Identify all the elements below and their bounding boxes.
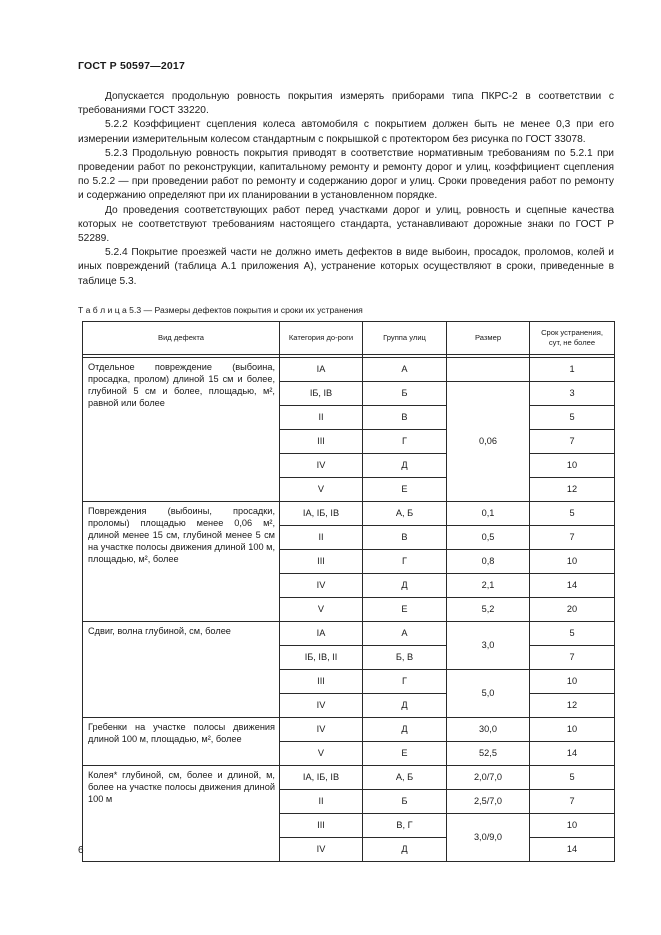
cell-term: 10	[530, 718, 615, 742]
defects-table	[82, 321, 615, 862]
table-caption: Т а б л и ц а 5.3 — Размеры дефектов покрытия и сроки их устранения	[78, 305, 363, 315]
cell-road-category: IA	[280, 622, 363, 646]
document-header: ГОСТ Р 50597—2017	[78, 60, 186, 72]
cell-street-group: Д	[363, 718, 447, 742]
cell-street-group: Г	[363, 550, 447, 574]
cell-street-group: Д	[363, 838, 447, 862]
cell-size: 3,0	[447, 622, 530, 670]
cell-street-group: В	[363, 406, 447, 430]
cell-street-group: В	[363, 526, 447, 550]
cell-street-group: А, Б	[363, 766, 447, 790]
cell-term: 3	[530, 382, 615, 406]
column-header-term: Срок устранения, сут, не более	[530, 322, 615, 355]
page-number: 6	[78, 845, 84, 856]
cell-size: 0,5	[447, 526, 530, 550]
table-row	[83, 622, 615, 646]
cell-street-group: А, Б	[363, 502, 447, 526]
cell-term: 14	[530, 742, 615, 766]
cell-size: 5,0	[447, 670, 530, 718]
cell-road-category: IБ, IB, II	[280, 646, 363, 670]
table-body	[83, 358, 615, 862]
paragraph: 5.2.3 Продольную ровность покрытия приводят в соответствие нормативным требованиям по 5.2.1 при проведении работ по реконструкции, капитальному ремонту и ремонту дорог и улиц, коэффициент сцепления по 5.2.2 — при проведении работ по ремонту и содержанию дорог и улиц. Сроки проведения работ по ремонту и содержанию определяют при их планировании в установленном порядке.	[78, 147, 614, 202]
cell-term: 7	[530, 526, 615, 550]
cell-term: 20	[530, 598, 615, 622]
cell-defect-type: Сдвиг, волна глубиной, см, более	[83, 622, 280, 718]
cell-road-category: IA	[280, 358, 363, 382]
cell-road-category: IV	[280, 574, 363, 598]
cell-term: 1	[530, 358, 615, 382]
cell-term: 5	[530, 406, 615, 430]
cell-size: 0,8	[447, 550, 530, 574]
cell-street-group: Г	[363, 430, 447, 454]
cell-road-category: V	[280, 742, 363, 766]
cell-road-category: IV	[280, 838, 363, 862]
body-text	[78, 90, 614, 289]
cell-street-group: Е	[363, 478, 447, 502]
cell-road-category: IV	[280, 454, 363, 478]
cell-size: 5,2	[447, 598, 530, 622]
cell-road-category: IA, IБ, IB	[280, 766, 363, 790]
table-row	[83, 718, 615, 742]
cell-size: 2,5/7,0	[447, 790, 530, 814]
cell-road-category: III	[280, 550, 363, 574]
cell-street-group: А	[363, 622, 447, 646]
column-header-street-group: Группа улиц	[363, 322, 447, 355]
paragraph: 5.2.2 Коэффициент сцепления колеса автомобиля с покрытием должен быть не менее 0,3 при его измерении измерительным колесом стандартным с покрышкой с протектором без рисунка по ГОСТ 33078.	[78, 119, 614, 145]
paragraph: 5.2.4 Покрытие проезжей части не должно иметь дефектов в виде выбоин, просадок, проломов, колей и иных повреждений (таблица А.1 приложения А), устранение которых осуществляют в сроки, приведенные в таблице 5.3.	[78, 247, 614, 287]
cell-street-group: Д	[363, 574, 447, 598]
column-header-category: Категория до-роги	[280, 322, 363, 355]
cell-size: 52,5	[447, 742, 530, 766]
column-header-defect: Вид дефекта	[83, 322, 280, 355]
cell-street-group: Г	[363, 670, 447, 694]
cell-road-category: IA, IБ, IB	[280, 502, 363, 526]
cell-street-group: Е	[363, 742, 447, 766]
cell-street-group: А	[363, 358, 447, 382]
cell-size: 0,1	[447, 502, 530, 526]
cell-defect-type: Повреждения (выбоины, просадки, проломы) площадью менее 0,06 м², длиной менее 15 см, глубиной менее 5 см на участке полосы движения длиной 100 м, площадью, м², более	[83, 502, 280, 622]
cell-term: 14	[530, 838, 615, 862]
cell-street-group: Е	[363, 598, 447, 622]
cell-defect-type: Гребенки на участке полосы движения длиной 100 м, площадью, м², более	[83, 718, 280, 766]
cell-road-category: III	[280, 670, 363, 694]
cell-road-category: II	[280, 526, 363, 550]
cell-size	[447, 358, 530, 382]
cell-road-category: III	[280, 814, 363, 838]
table-row	[83, 502, 615, 526]
cell-size: 2,1	[447, 574, 530, 598]
cell-road-category: V	[280, 478, 363, 502]
cell-road-category: IV	[280, 718, 363, 742]
cell-term: 7	[530, 790, 615, 814]
cell-size: 30,0	[447, 718, 530, 742]
cell-size: 2,0/7,0	[447, 766, 530, 790]
cell-defect-type: Отдельное повреждение (выбоина, просадка, пролом) длиной 15 см и более, глубиной 5 см и более, площадью, м², равной или более	[83, 358, 280, 502]
cell-road-category: III	[280, 430, 363, 454]
cell-term: 5	[530, 622, 615, 646]
cell-term: 10	[530, 670, 615, 694]
cell-term: 5	[530, 766, 615, 790]
cell-street-group: Б	[363, 382, 447, 406]
table-row	[83, 766, 615, 790]
paragraph: Допускается продольную ровность покрытия измерять приборами типа ПКРС-2 в соответствии с требованиями ГОСТ 33220.	[78, 91, 614, 117]
cell-road-category: IБ, IB	[280, 382, 363, 406]
cell-street-group: Б, В	[363, 646, 447, 670]
cell-street-group: В, Г	[363, 814, 447, 838]
cell-term: 14	[530, 574, 615, 598]
cell-road-category: V	[280, 598, 363, 622]
cell-road-category: IV	[280, 694, 363, 718]
cell-road-category: II	[280, 790, 363, 814]
cell-street-group: Д	[363, 694, 447, 718]
cell-term: 12	[530, 694, 615, 718]
column-header-size: Размер	[447, 322, 530, 355]
cell-street-group: Б	[363, 790, 447, 814]
cell-term: 12	[530, 478, 615, 502]
cell-defect-type: Колея* глубиной, см, более и длиной, м, более на участке полосы движения длиной 100 м	[83, 766, 280, 862]
paragraph: До проведения соответствующих работ перед участками дорог и улиц, ровность и сцепные качества которых не соответствуют требованиям настоящего стандарта, устанавливают дорожные знаки по ГОСТ Р 52289.	[78, 204, 614, 245]
cell-term: 10	[530, 454, 615, 478]
cell-term: 10	[530, 814, 615, 838]
cell-term: 5	[530, 502, 615, 526]
cell-street-group: Д	[363, 454, 447, 478]
cell-term: 7	[530, 646, 615, 670]
cell-term: 7	[530, 430, 615, 454]
cell-road-category: II	[280, 406, 363, 430]
cell-size: 0,06	[447, 382, 530, 502]
cell-term: 10	[530, 550, 615, 574]
cell-size: 3,0/9,0	[447, 814, 530, 862]
table-row	[83, 358, 615, 382]
